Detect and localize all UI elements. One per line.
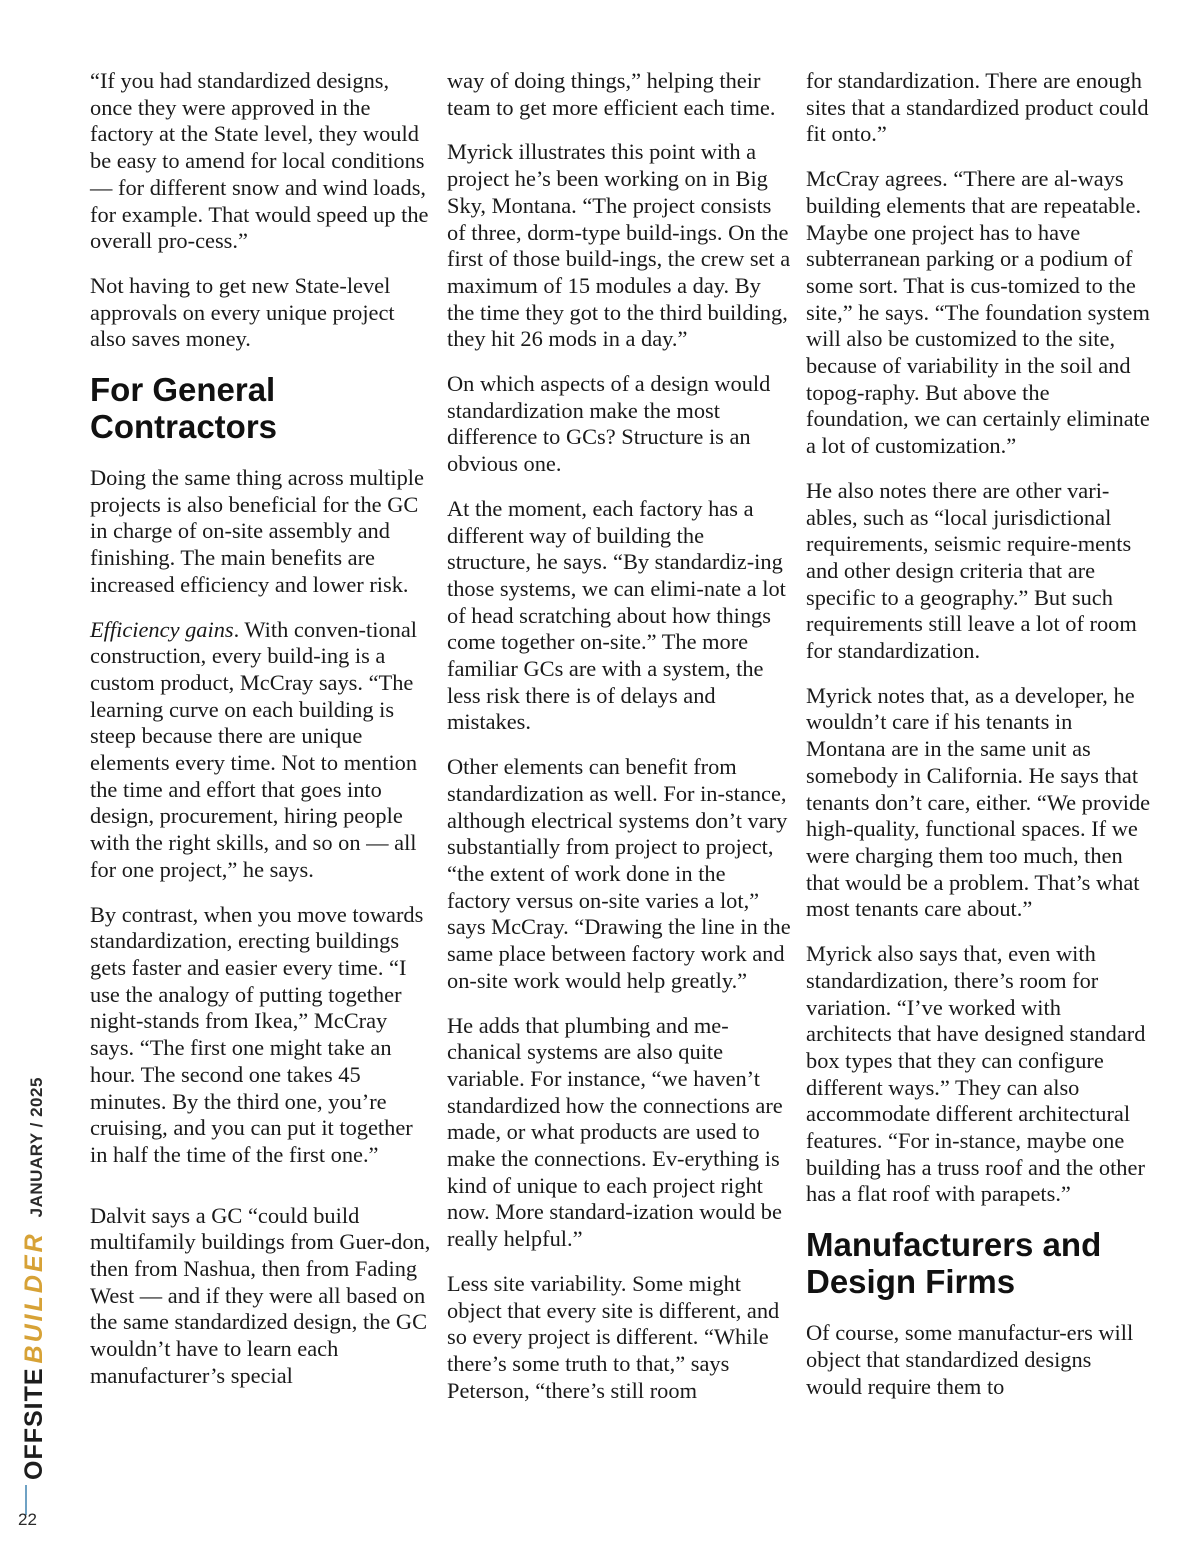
article-column-1 [90,68,435,1408]
sidebar [0,0,70,1558]
paragraph: At the moment, each factory has a different way of building the structure, he says. “By standardiz-ing those systems, we can elimi-nate a lot of head scratching about how things come together on-site.” The more familiar GCs are with a system, the less risk there is of delays and mistakes. [447,495,786,735]
brand-builder: BUILDER [20,1231,48,1364]
section-heading-manufacturers: Manufacturers and Design Firms [806,1226,1102,1301]
paragraph: Of course, some manufactur-ers will object that standardized designs would require them to [806,1320,1134,1399]
paragraph: Less site variability. Some might object that every site is different, and so every project is different. “While there’s some truth to that,” says Peterson, “there’s still room [447,1270,780,1403]
article-column-2 [447,68,792,1422]
paragraph: Dalvit says a GC “could build multifamily buildings from Guer-don, then from Nashua, then from Fading West — and if they were all based on the same standardized design, the GC wouldn’t have to learn each manufacturer’s special [90,1202,431,1388]
paragraph: Not having to get new State-level approvals on every unique project also saves money. [90,272,395,352]
paragraph: He adds that plumbing and me-chanical systems are also quite variable. For instance, “we haven’t standardized how the connections are made, or what products are used to make the connections. Ev-erything is kind of unique to each project right now. More standard-ization would be really helpful.” [447,1012,783,1252]
paragraph: McCray agrees. “There are al-ways building elements that are repeatable. Maybe one project has to have subterranean parking or a podium of some sort. That is cus-tomized to the site,” he says. “The foundation system will also be customized to the site, because of variability in the soil and topog-raphy. But above the foundation, we can certainly eliminate a lot of customization.” [806,166,1150,459]
paragraph: way of doing things,” helping their team to get more efficient each time. [447,68,776,120]
paragraph: Other elements can benefit from standardization as well. For in-stance, although electrical systems don’t vary substantially from project to project, “the extent of work done in the factory versus on-site varies a lot,” says McCray. “Drawing the line in the same place between factory work and on-site work would help greatly.” [447,754,791,993]
paragraph: By contrast, when you move towards standardization, erecting buildings gets faster and easier every time. “I use the analogy of putting together night-stands from Ikea,” McCray says. “The first one might take an hour. The second one takes 45 minutes. By the third one, you’re cruising, and you can put it together in half the time of the first one.” [90,901,424,1167]
issue-date: JANUARY / 2025 [27,1077,46,1218]
paragraph-lead-italic: Efficiency gains [90,616,234,642]
paragraph: Myrick notes that, as a developer, he wouldn’t care if his tenants in Montana are in the same unit as somebody in California. He says that tenants don’t care, either. “We provide high-quality, functional spaces. If we were charging them too much, then that would be a problem. That’s what most tenants care about.” [806,682,1151,922]
paragraph: “If you had standardized designs, once they were approved in the factory at the State level, they would be easy to amend for local conditions — for different snow and wind loads, for example. That would speed up the overall pro-cess.” [90,68,429,254]
paragraph: On which aspects of a design would standardization make the most difference to GCs? Structure is an obvious one. [447,371,771,477]
magazine-folio [14,1077,54,1480]
section-heading-general-contractors: For General Contractors [90,371,278,446]
paragraph: Myrick illustrates this point with a project he’s been working on in Big Sky, Montana. “The project consists of three, dorm-type build-ings. On the first of those build-ings, the crew set a maximum of 15 modules a day. By the time they got to the third building, they hit 26 mods in a day.” [447,139,791,352]
paragraph: Doing the same thing across multiple projects is also beneficial for the GC in charge of on-site assembly and finishing. The main benefits are increased efficiency and lower risk. [90,465,424,597]
paragraph [90,617,435,884]
paragraph: He also notes there are other vari-ables, such as “local jurisdictional requirements, seismic require-ments and other design criteria that are specific to a geography.” But such requirements still leave a lot of room for standardization. [806,477,1137,664]
paragraph-body: . With conven-tional construction, every build-ing is a custom product, McCray says. “The learning curve on each building is steep because there are unique elements every time. Not to mention the time and effort that goes into design, procurement, hiring people with the right skills, and so on — all for one project,” he says. [90,616,418,882]
paragraph: Myrick also says that, even with standardization, there’s room for variation. “I’ve worked with architects that have designed standard box types that they can configure different ways.” They can also accommodate different architectural features. “For in-stance, maybe one building has a truss roof and the other has a flat roof with parapets.” [806,941,1146,1207]
brand-offsite: OFFSITE [20,1367,48,1480]
paragraph: for standardization. There are enough sites that a standardized product could fit onto.” [806,68,1149,147]
article-column-3 [806,68,1151,1418]
page-number: 22 [18,1510,37,1529]
